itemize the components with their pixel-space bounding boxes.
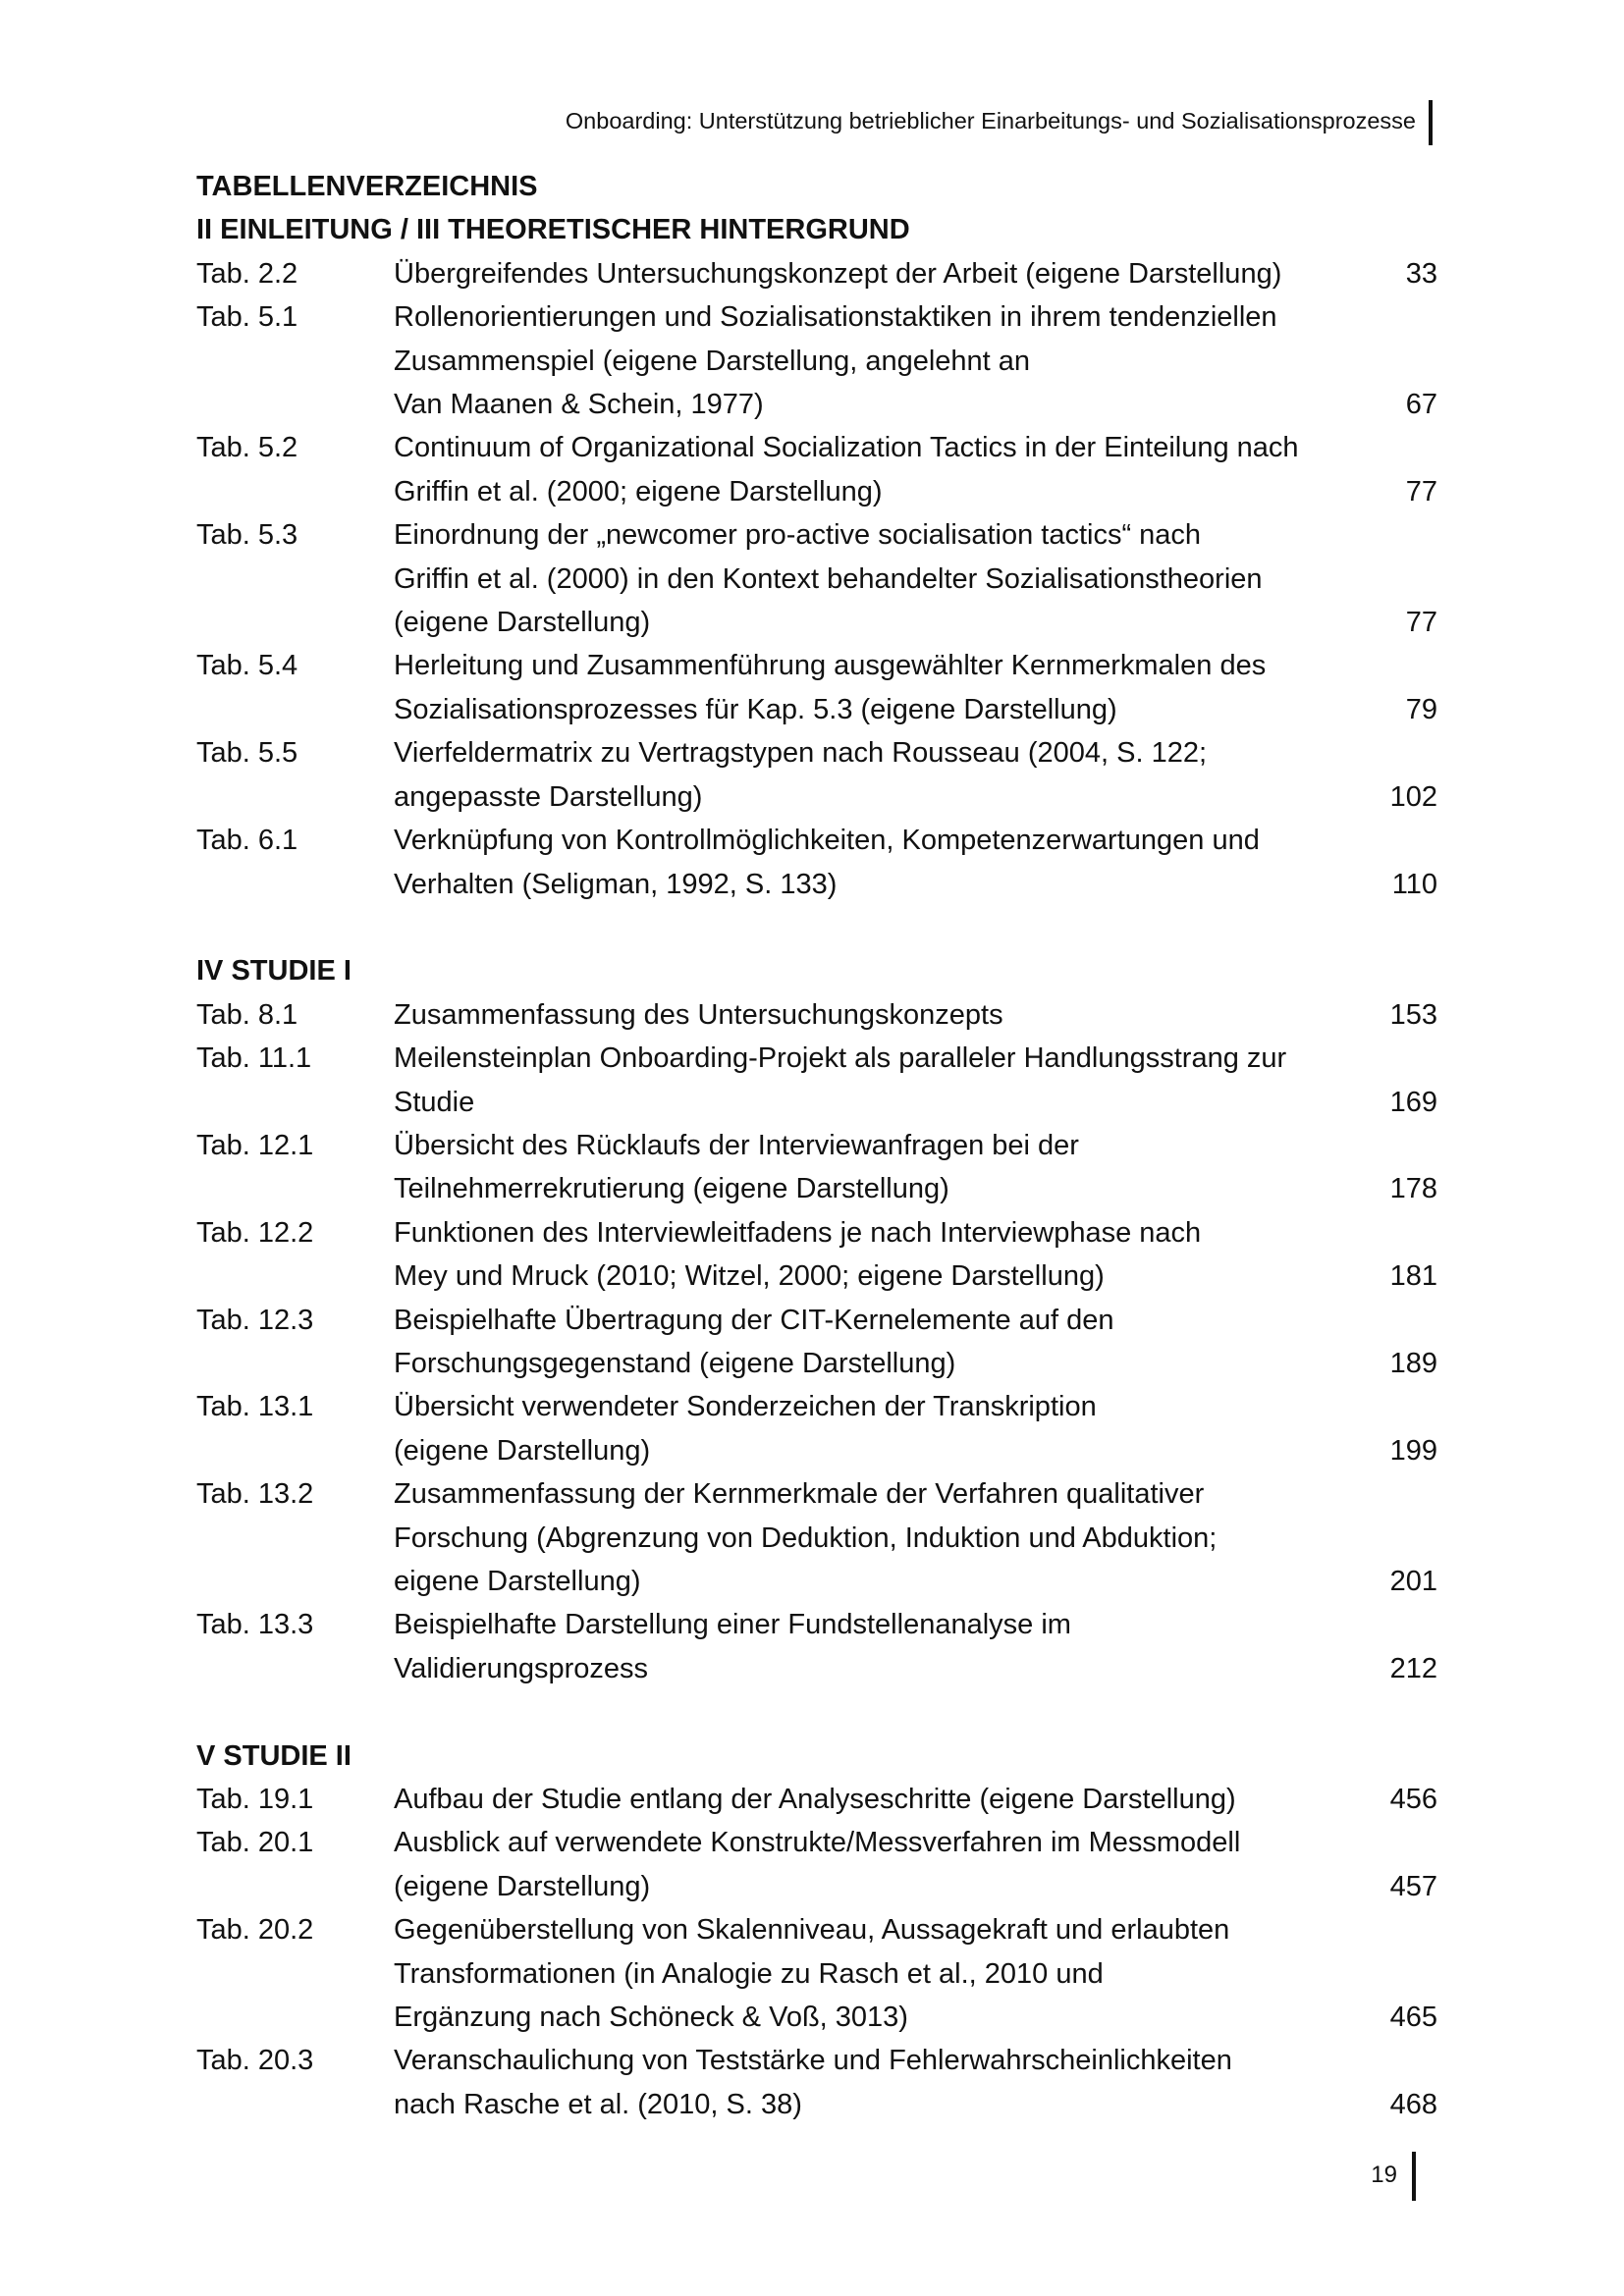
toc-entry-line [196,688,1437,731]
page-ref [1359,1821,1437,1864]
toc-entry-line [196,1211,1437,1255]
table-caption: Zusammenspiel (eigene Darstellung, angelehnt an [394,345,1031,377]
table-caption: Einordnung der „newcomer pro-active socialisation tactics“ nach [394,519,1202,552]
table-caption: Ergänzung nach Schöneck & Voß, 3013) [394,2002,908,2034]
table-caption: Van Maanen & Schein, 1977) [394,389,764,421]
page-ref: 169 [1389,1086,1437,1118]
page-ref [1359,426,1437,469]
page-ref [1359,1517,1437,1560]
table-label: Tab. 13.2 [196,1478,314,1511]
toc-entry[interactable] [196,1385,1437,1472]
table-caption: Beispielhafte Übertragung der CIT-Kernelemente auf den [394,1304,1114,1336]
toc-entry-line [196,1124,1437,1167]
table-caption: Funktionen des Interviewleitfadens je nach Interviewphase nach [394,1216,1202,1249]
table-label: Tab. 5.4 [196,650,298,682]
table-label: Tab. 8.1 [196,998,298,1031]
table-caption: Transformationen (in Analogie zu Rasch et al., 2010 und [394,1957,1104,1990]
section-heading: IV STUDIE I [196,955,352,988]
toc-entry-line [196,2083,1437,2126]
toc-entry-line [196,513,1437,557]
page-ref [1359,819,1437,862]
toc-entry-line [196,1647,1437,1690]
table-label: Tab. 12.2 [196,1216,314,1249]
table-label: Tab. 20.3 [196,2045,314,2077]
toc-entry-line [196,2039,1437,2082]
header-divider [1429,100,1433,145]
page-ref [1359,340,1437,383]
page-ref [1359,2039,1437,2082]
table-label: Tab. 5.1 [196,301,298,334]
toc-entry-line [196,1429,1437,1472]
page-ref: 199 [1389,1434,1437,1467]
page-ref: 153 [1389,998,1437,1031]
table-label: Tab. 20.1 [196,1827,314,1859]
page-ref [1359,644,1437,687]
page-title: TABELLENVERZEICHNIS [196,171,538,202]
toc-entry-line [196,340,1437,383]
toc-entry[interactable] [196,644,1437,731]
toc-entry-line [196,1952,1437,1996]
toc-entry[interactable] [196,1908,1437,2039]
table-label [196,1081,394,1124]
table-label [196,340,394,383]
toc-entry-line [196,470,1437,513]
table-label [196,1167,394,1210]
table-caption: Validierungsprozess [394,1652,648,1684]
toc-entry-line [196,383,1437,426]
table-caption: nach Rasche et al. (2010, S. 38) [394,2088,802,2120]
toc-sections [196,208,1437,2126]
page-ref [1359,513,1437,557]
section-spacer [196,1690,1437,1734]
table-caption: Continuum of Organizational Socialization Tactics in der Einteilung nach [394,432,1299,464]
table-caption: (eigene Darstellung) [394,1434,651,1467]
table-label [196,1865,394,1908]
table-caption: eigene Darstellung) [394,1565,641,1597]
table-caption: Griffin et al. (2000; eigene Darstellung) [394,475,883,507]
toc-entry[interactable] [196,2039,1437,2126]
toc-entry-line [196,1167,1437,1210]
page-ref [1359,1211,1437,1255]
page-ref [1359,1037,1437,1080]
toc-entry[interactable] [196,1124,1437,1211]
page-ref [1359,1908,1437,1951]
toc-entry-line [196,1081,1437,1124]
page-ref: 181 [1389,1260,1437,1293]
table-caption: Übersicht des Rücklaufs der Interviewanfragen bei der [394,1129,1079,1161]
toc-entry[interactable] [196,1778,1437,1821]
table-label: Tab. 5.3 [196,519,298,552]
table-caption: Forschung (Abgrenzung von Deduktion, Induktion und Abduktion; [394,1522,1218,1554]
toc-entry-line [196,1299,1437,1342]
table-label: Tab. 19.1 [196,1784,314,1815]
toc-entry-line [196,1560,1437,1603]
toc-entry-line [196,1517,1437,1560]
table-caption: (eigene Darstellung) [394,1870,651,1902]
table-caption: Mey und Mruck (2010; Witzel, 2000; eigene Darstellung) [394,1260,1105,1293]
page-ref: 468 [1389,2088,1437,2120]
page-ref: 79 [1405,693,1437,725]
table-label [196,558,394,601]
table-label: Tab. 13.3 [196,1609,314,1641]
table-caption: Übergreifendes Untersuchungskonzept der Arbeit (eigene Darstellung) [394,257,1282,290]
page-ref [1359,731,1437,774]
page-ref: 110 [1391,868,1437,900]
table-caption: Übersicht verwendeter Sonderzeichen der Transkription [394,1391,1097,1423]
table-label: Tab. 11.1 [196,1042,312,1075]
toc-entry-line [196,252,1437,295]
table-label [196,1996,394,2039]
page-ref: 178 [1389,1173,1437,1205]
toc-entry-line [196,1472,1437,1516]
toc-entry-line [196,1385,1437,1428]
table-caption: Verhalten (Seligman, 1992, S. 133) [394,868,838,900]
table-caption: Griffin et al. (2000) in den Kontext behandelter Sozialisationstheorien [394,562,1263,595]
toc-entry[interactable] [196,295,1437,426]
toc-entry[interactable] [196,252,1437,295]
table-label [196,688,394,731]
page-ref [1359,558,1437,601]
table-label [196,1429,394,1472]
toc-entry-line [196,863,1437,906]
toc-entry-line [196,1255,1437,1298]
page-ref: 102 [1389,780,1437,813]
page-ref: 212 [1389,1652,1437,1684]
table-label [196,1517,394,1560]
toc-entry-line [196,644,1437,687]
toc-entry[interactable] [196,1299,1437,1386]
table-caption: Herleitung und Zusammenführung ausgewählter Kernmerkmalen des [394,650,1267,682]
table-label: Tab. 20.2 [196,1914,314,1947]
table-label [196,863,394,906]
toc-entry-line [196,775,1437,819]
table-caption: Zusammenfassung des Untersuchungskonzepts [394,998,1003,1031]
page-ref: 77 [1405,607,1437,639]
toc-entry-line [196,1342,1437,1385]
page-ref: 201 [1389,1565,1437,1597]
page-ref [1359,1385,1437,1428]
toc-entry-line [196,1603,1437,1646]
table-of-tables [196,165,1437,2126]
table-label [196,2083,394,2126]
toc-entry-line [196,819,1437,862]
toc-entry[interactable] [196,819,1437,906]
table-label: Tab. 12.3 [196,1304,314,1336]
page-number: 19 [1371,2162,1397,2188]
table-label: Tab. 12.1 [196,1129,314,1161]
table-label [196,470,394,513]
table-caption: (eigene Darstellung) [394,607,651,639]
table-caption: angepasste Darstellung) [394,780,703,813]
table-caption: Rollenorientierungen und Sozialisationstaktiken in ihrem tendenziellen [394,301,1277,334]
table-label [196,601,394,644]
table-caption: Forschungsgegenstand (eigene Darstellung) [394,1347,956,1379]
table-label [196,1560,394,1603]
toc-entry-line [196,426,1437,469]
table-label: Tab. 6.1 [196,825,298,857]
table-label [196,1255,394,1298]
toc-entry-line [196,1037,1437,1080]
section-heading: II EINLEITUNG / III THEORETISCHER HINTERGRUND [196,214,910,246]
section-spacer [196,906,1437,949]
page-ref [1359,1124,1437,1167]
page-ref: 189 [1389,1347,1437,1379]
page-ref [1359,1952,1437,1996]
toc-entry[interactable] [196,426,1437,513]
table-caption: Teilnehmerrekrutierung (eigene Darstellung) [394,1173,949,1205]
table-caption: Veranschaulichung von Teststärke und Fehlerwahrscheinlichkeiten [394,2045,1232,2077]
table-label: Tab. 2.2 [196,257,298,290]
table-label [196,1952,394,1996]
table-caption: Zusammenfassung der Kernmerkmale der Verfahren qualitativer [394,1478,1205,1511]
table-label [196,1647,394,1690]
toc-entry-line [196,1908,1437,1951]
page-ref [1359,1603,1437,1646]
table-caption: Beispielhafte Darstellung einer Fundstellenanalyse im [394,1609,1071,1641]
table-label [196,383,394,426]
table-caption: Aufbau der Studie entlang der Analyseschritte (eigene Darstellung) [394,1784,1236,1815]
toc-entry-line [196,601,1437,644]
table-caption: Gegenüberstellung von Skalenniveau, Aussagekraft und erlaubten [394,1914,1230,1947]
footer-divider [1412,2152,1416,2201]
table-caption: Vierfeldermatrix zu Vertragstypen nach Rousseau (2004, S. 122; [394,737,1208,770]
page-ref [1359,1472,1437,1516]
toc-entry-line [196,558,1437,601]
toc-entry[interactable] [196,1211,1437,1299]
table-label: Tab. 5.5 [196,737,298,770]
toc-entry-line [196,1778,1437,1821]
table-caption: Meilensteinplan Onboarding-Projekt als paralleler Handlungsstrang zur [394,1042,1287,1075]
toc-entry-line [196,1821,1437,1864]
page-ref: 457 [1389,1870,1437,1902]
table-caption: Ausblick auf verwendete Konstrukte/Messverfahren im Messmodell [394,1827,1241,1859]
toc-entry-line [196,295,1437,339]
page-ref: 67 [1405,389,1437,421]
table-caption: Studie [394,1086,475,1118]
toc-entry-line [196,731,1437,774]
toc-entry[interactable] [196,1821,1437,1908]
toc-entry-line [196,1865,1437,1908]
table-label: Tab. 13.1 [196,1391,314,1423]
page-ref: 77 [1405,475,1437,507]
page-ref: 456 [1389,1784,1437,1815]
page-ref [1359,1299,1437,1342]
toc-entry[interactable] [196,993,1437,1037]
page-ref [1359,295,1437,339]
toc-entry[interactable] [196,513,1437,644]
toc-entry[interactable] [196,1037,1437,1124]
table-caption: Sozialisationsprozesses für Kap. 5.3 (eigene Darstellung) [394,693,1117,725]
running-header: Onboarding: Unterstützung betrieblicher Einarbeitungs- und Sozialisationsprozesse [565,108,1416,133]
page-ref: 33 [1405,257,1437,290]
toc-entry[interactable] [196,731,1437,819]
page-ref: 465 [1389,2002,1437,2034]
table-label [196,1342,394,1385]
toc-entry-line [196,993,1437,1037]
section-heading: V STUDIE II [196,1739,352,1772]
table-caption: Verknüpfung von Kontrollmöglichkeiten, Kompetenzerwartungen und [394,825,1260,857]
table-label: Tab. 5.2 [196,432,298,464]
table-label [196,775,394,819]
toc-entry-line [196,1996,1437,2039]
toc-entry[interactable] [196,1603,1437,1690]
toc-entry[interactable] [196,1472,1437,1603]
